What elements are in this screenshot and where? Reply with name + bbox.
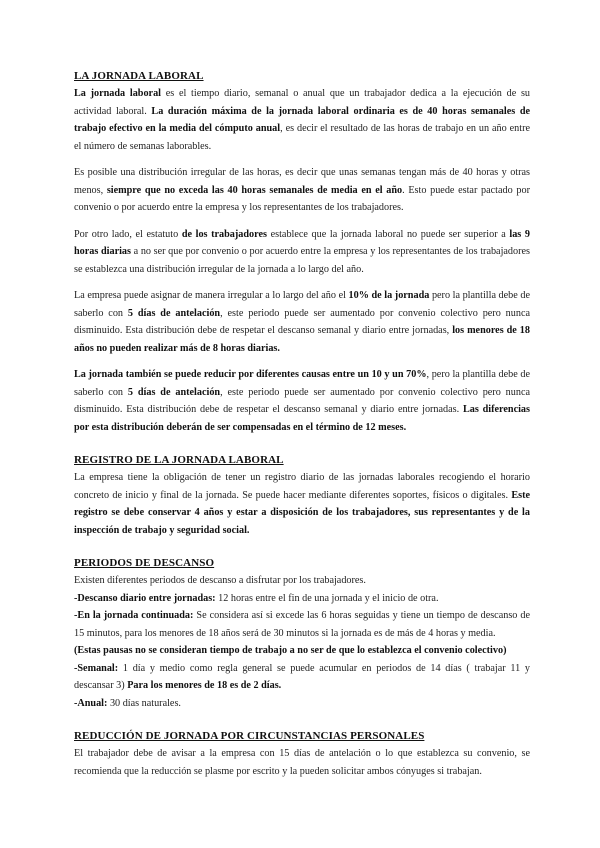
document-page xyxy=(74,68,530,780)
list-item-jornada-continuada xyxy=(74,607,530,642)
text: pero la plantilla debe de saberlo con xyxy=(74,290,531,319)
list-item-semanal xyxy=(74,660,530,695)
paragraph-estatuto xyxy=(74,226,530,279)
paragraph-asignacion-irregular xyxy=(74,287,530,357)
text: , pero la plantilla debe de saberlo con xyxy=(74,369,530,398)
bold-text: -En la jornada continuada: xyxy=(74,610,194,621)
text: La empresa puede asignar de manera irregular a lo largo del año el xyxy=(74,290,349,301)
bold-text: Las diferencias por esta distribución deberán de ser compensadas en el término de 12 meses. xyxy=(74,404,530,433)
paragraph-reduccion-jornada: El trabajador debe de avisar a la empresa con 15 días de antelación o lo que establezca su convenio, se recomienda que la reducción se plasme por escrito y la pueden solicitar ambos cónyuges si trabajan. xyxy=(74,748,530,777)
text: 12 horas entre el fin de una jornada y el inicio de otra. xyxy=(215,592,439,604)
text: a no ser que por convenio o por acuerdo entre la empresa y los representantes de los trabajadores se establezca una distribución irregular de la jornada a lo largo del año. xyxy=(74,246,530,275)
list-item-descanso-diario xyxy=(74,590,530,608)
bold-text: 10% de la jornada xyxy=(348,290,430,301)
bold-text: 5 días de antelación xyxy=(127,307,221,319)
paragraph-distribucion-irregular xyxy=(74,164,530,217)
bold-text: los menores de 18 años no pueden realizar más de 8 horas diarias. xyxy=(74,325,530,354)
bold-text: Este registro se debe conservar 4 años y estar a disposición de los trabajadores, sus representantes y de la inspección de trabajo y seguridad social. xyxy=(74,489,530,536)
text: es el tiempo diario, semanal o anual que un trabajador dedica a la ejecución de su actividad laboral. xyxy=(74,88,531,117)
bold-text: -Descanso diario entre jornadas: xyxy=(74,592,216,604)
paragraph-reduccion xyxy=(74,366,530,436)
text: , es decir el resultado de las horas de trabajo en un año entre el número de semanas laborables. xyxy=(74,123,531,152)
paragraph-definicion xyxy=(74,85,530,155)
text: Es posible una distribución irregular de las horas, es decir que unas semanas tengan más de 40 horas y otras menos, xyxy=(74,167,530,196)
paragraph-registro xyxy=(74,469,530,539)
text: La empresa tiene la obligación de tener un registro diario de las jornadas laborales recogiendo el horario concreto de inicio y final de la jornada. Se puede hacer mediante diferentes soportes, físicos o digitales. xyxy=(74,472,530,501)
section-heading-reduccion-jornada: REDUCCIÓN DE JORNADA POR CIRCUNSTANCIAS PERSONALES xyxy=(74,730,425,742)
section-heading-periodos-descanso: PERIODOS DE DESCANSO xyxy=(74,557,215,569)
text: establece que la jornada laboral no puede ser superior a xyxy=(266,228,510,240)
bold-text: (Estas pausas no se consideran tiempo de trabajo a no ser de que lo establezca el convenio colectivo) xyxy=(74,645,507,656)
bold-text: La jornada también se puede reducir por diferentes causas entre un 10 y un 70% xyxy=(74,369,427,380)
bold-text: -Anual: xyxy=(74,697,108,709)
list-item-anual xyxy=(74,695,530,713)
text: 30 días naturales. xyxy=(107,697,181,709)
text: Se considera así si excede las 6 horas seguidas y tiene un tiempo de descanso de 15 minutos, para los menores de 18 años será de 30 minutos si la jornada es de más de 4 horas y media. xyxy=(74,610,530,639)
bold-text: siempre que no exceda las 40 horas semanales de media en el año xyxy=(106,184,403,196)
bold-text: de los trabajadores xyxy=(181,228,267,240)
bold-text: 5 días de antelación xyxy=(127,386,221,398)
paragraph-descanso-intro: Existen diferentes periodos de descanso a disfrutar por los trabajadores. xyxy=(74,575,366,586)
text: Por otro lado, el estatuto xyxy=(74,228,182,240)
bold-text: las 9 horas diarias xyxy=(74,228,530,257)
section-heading-registro: REGISTRO DE LA JORNADA LABORAL xyxy=(74,454,284,466)
bold-text: Para los menores de 18 es de 2 días. xyxy=(127,680,282,691)
text: , este periodo puede ser aumentado por convenio colectivo pero nunca disminuido. Esta distribución debe de respetar el descanso semanal y diario entre jornadas. xyxy=(74,386,530,415)
bold-text: -Semanal: xyxy=(74,662,119,674)
text: . Esto puede estar pactado por convenio o por acuerdo entre la empresa y los representantes de los trabajadores. xyxy=(74,184,530,213)
text: , este periodo puede ser aumentado por convenio colectivo pero nunca disminuido. Esta distribución debe de respetar el descanso semanal y diario entre jornadas, xyxy=(74,307,530,336)
bold-text: La jornada laboral xyxy=(74,88,162,99)
note-pausas xyxy=(74,642,530,660)
text: 1 día y medio como regla general se puede acumular en periodos de 14 días ( trabajar 11 y descansar 3) xyxy=(74,662,530,691)
bold-text: La duración máxima de la jornada laboral ordinaria es de 40 horas semanales de trabajo efectivo en la media del cómputo anual xyxy=(74,105,531,134)
section-heading-jornada-laboral: LA JORNADA LABORAL xyxy=(74,70,204,82)
